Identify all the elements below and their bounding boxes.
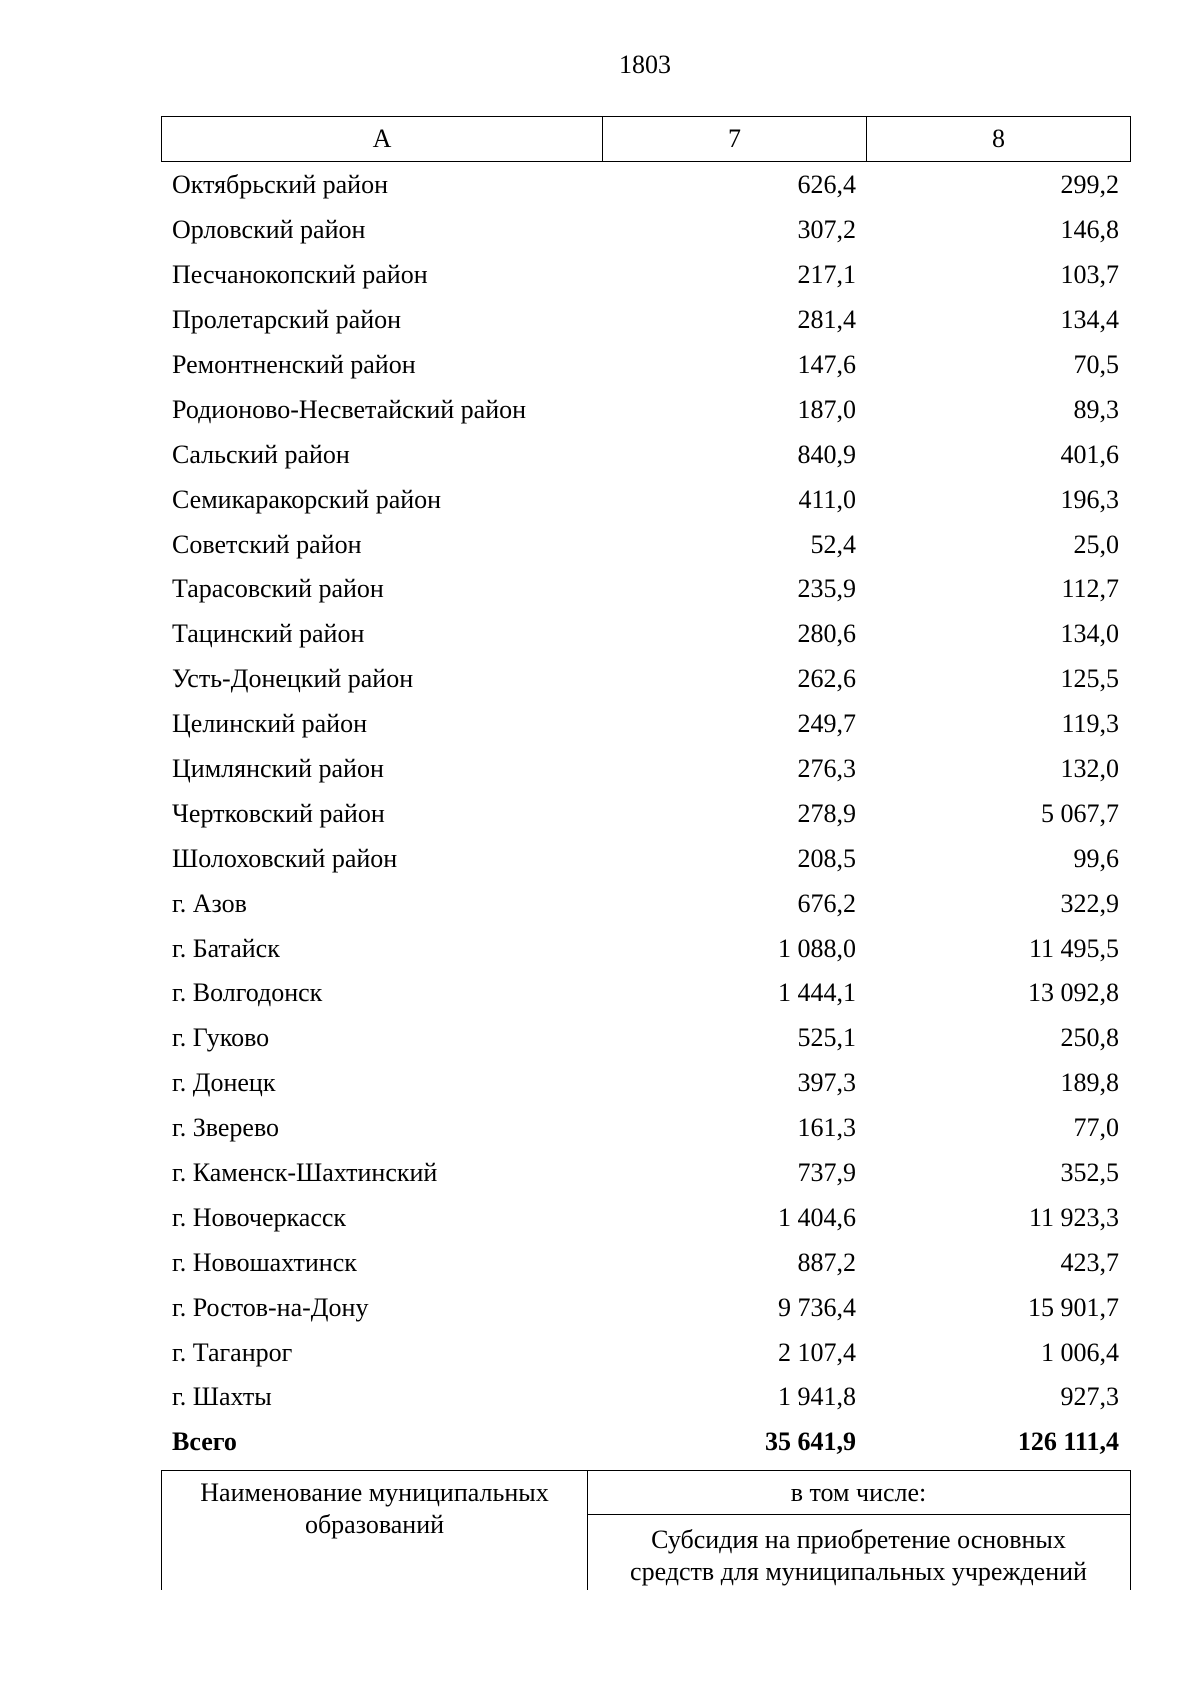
municipality-name-header xyxy=(161,1470,588,1590)
value-col-7: 397,3 xyxy=(797,1068,856,1098)
page-number: 1803 xyxy=(619,50,671,79)
table-body xyxy=(161,163,1131,1465)
table-row xyxy=(161,1151,1131,1196)
value-col-7: 235,9 xyxy=(797,574,856,604)
municipality-name: Орловский район xyxy=(172,215,366,245)
value-col-8: 25,0 xyxy=(1073,529,1119,559)
table-row xyxy=(161,836,1131,881)
value-col-7: 840,9 xyxy=(797,439,856,469)
table-row xyxy=(161,253,1131,298)
municipality-name: г. Ростов-на-Дону xyxy=(172,1292,369,1322)
value-col-7: 147,6 xyxy=(797,350,856,379)
value-col-7: 737,9 xyxy=(797,1158,856,1188)
municipality-name: Сальский район xyxy=(172,439,350,469)
table-row xyxy=(161,567,1131,612)
value-col-7: 187,0 xyxy=(797,394,856,424)
table-row xyxy=(161,971,1131,1016)
value-col-7: 276,3 xyxy=(797,754,856,784)
value-col-8: 103,7 xyxy=(1060,260,1119,290)
municipality-name: Усть-Донецкий район xyxy=(172,664,414,694)
table-row xyxy=(161,657,1131,702)
value-col-8: 352,5 xyxy=(1060,1158,1119,1188)
value-col-8: 15 901,7 xyxy=(1028,1292,1119,1322)
table-row xyxy=(161,163,1131,208)
value-col-8: 11 923,3 xyxy=(1028,1202,1119,1232)
municipality-name: Пролетарский район xyxy=(172,305,402,335)
value-col-8: 189,8 xyxy=(1060,1068,1119,1098)
value-col-7: 1 088,0 xyxy=(778,933,856,963)
table-row xyxy=(161,1285,1131,1330)
value-col-7: 9 736,4 xyxy=(778,1292,856,1322)
table-row xyxy=(161,1016,1131,1061)
table-row xyxy=(161,1375,1131,1420)
municipality-name: Целинский район xyxy=(172,709,367,739)
municipality-name: г. Новошахтинск xyxy=(172,1247,357,1277)
header-col-7: 7 xyxy=(603,117,867,161)
municipality-name: Октябрьский район xyxy=(172,170,388,200)
header-col-a: А xyxy=(162,117,603,161)
value-col-8: 99,6 xyxy=(1073,843,1119,873)
municipality-name-header-line1: Наименование муниципальных xyxy=(200,1478,549,1507)
value-col-7: 262,6 xyxy=(797,664,856,694)
value-col-8: 70,5 xyxy=(1073,350,1119,379)
subsidy-header-line2: средств для муниципальных учреждений xyxy=(630,1557,1087,1586)
value-col-7: 281,4 xyxy=(797,305,856,335)
municipality-name: г. Батайск xyxy=(172,933,280,963)
value-col-8: 13 092,8 xyxy=(1028,978,1119,1008)
value-col-8: 250,8 xyxy=(1060,1023,1119,1053)
municipality-name: Чертковский район xyxy=(172,798,385,828)
table-header xyxy=(161,116,1131,162)
value-col-7: 1 404,6 xyxy=(778,1202,856,1232)
value-col-8: 1 006,4 xyxy=(1041,1337,1119,1367)
table-row xyxy=(161,1195,1131,1240)
value-col-8: 5 067,7 xyxy=(1041,798,1119,828)
table-row xyxy=(161,522,1131,567)
municipality-name: Всего xyxy=(172,1427,237,1457)
subsidy-header-line1: Субсидия на приобретение основных xyxy=(651,1525,1066,1554)
including-header: в том числе: xyxy=(587,1470,1131,1515)
municipality-name: г. Таганрог xyxy=(172,1337,293,1367)
municipality-name: Ремонтненский район xyxy=(172,350,416,379)
table-row xyxy=(161,387,1131,432)
value-col-7: 1 941,8 xyxy=(778,1382,856,1412)
total-row xyxy=(161,1420,1131,1465)
value-col-8: 11 495,5 xyxy=(1028,933,1119,963)
value-col-7: 208,5 xyxy=(797,843,856,873)
municipality-name: Тацинский район xyxy=(172,619,365,649)
table-row xyxy=(161,926,1131,971)
table-row xyxy=(161,1330,1131,1375)
table-row xyxy=(161,881,1131,926)
value-col-8: 77,0 xyxy=(1073,1113,1119,1143)
municipality-name: Песчанокопский район xyxy=(172,260,428,290)
value-col-7: 676,2 xyxy=(797,888,856,918)
value-col-7: 35 641,9 xyxy=(765,1427,856,1457)
value-col-8: 134,4 xyxy=(1060,305,1119,335)
table-row xyxy=(161,1106,1131,1151)
value-col-7: 161,3 xyxy=(797,1113,856,1143)
value-col-8: 134,0 xyxy=(1060,619,1119,649)
value-col-7: 307,2 xyxy=(797,215,856,245)
value-col-7: 217,1 xyxy=(797,260,856,290)
value-col-8: 119,3 xyxy=(1061,709,1119,739)
table-row xyxy=(161,747,1131,792)
value-col-7: 525,1 xyxy=(797,1023,856,1053)
value-col-8: 112,7 xyxy=(1061,574,1119,604)
table-row xyxy=(161,1061,1131,1106)
value-col-7: 1 444,1 xyxy=(778,978,856,1008)
table-row xyxy=(161,432,1131,477)
value-col-7: 626,4 xyxy=(797,170,856,200)
table-row xyxy=(161,612,1131,657)
table-row xyxy=(161,702,1131,747)
value-col-7: 2 107,4 xyxy=(778,1337,856,1367)
value-col-8: 196,3 xyxy=(1060,484,1119,514)
municipality-name: г. Новочеркасск xyxy=(172,1202,347,1232)
value-col-8: 126 111,4 xyxy=(1017,1427,1119,1457)
value-col-7: 280,6 xyxy=(797,619,856,649)
municipality-name: г. Шахты xyxy=(172,1382,272,1412)
value-col-7: 278,9 xyxy=(797,798,856,828)
subsidy-header xyxy=(587,1514,1131,1590)
municipality-name: Родионово-Несветайский район xyxy=(172,394,527,424)
header-col-8: 8 xyxy=(992,124,1005,153)
municipality-name: Тарасовский район xyxy=(172,574,384,604)
continuation-table-header xyxy=(161,1470,1131,1590)
value-col-8: 132,0 xyxy=(1060,754,1119,784)
municipality-name: г. Волгодонск xyxy=(172,978,323,1008)
value-col-7: 249,7 xyxy=(797,709,856,739)
municipality-name: г. Гуково xyxy=(172,1023,270,1053)
value-col-7: 887,2 xyxy=(797,1247,856,1277)
table-row xyxy=(161,298,1131,343)
municipality-name: г. Донецк xyxy=(172,1068,276,1098)
value-col-8: 927,3 xyxy=(1060,1382,1119,1412)
table-row xyxy=(161,343,1131,388)
municipality-name: Советский район xyxy=(172,529,362,559)
value-col-8: 401,6 xyxy=(1060,439,1119,469)
municipality-name: г. Зверево xyxy=(172,1113,280,1143)
value-col-8: 299,2 xyxy=(1060,170,1119,200)
value-col-8: 423,7 xyxy=(1060,1247,1119,1277)
value-col-8: 125,5 xyxy=(1060,664,1119,694)
value-col-8: 322,9 xyxy=(1060,888,1119,918)
municipality-name: Цимлянский район xyxy=(172,754,384,784)
table-row xyxy=(161,477,1131,522)
table-row xyxy=(161,1240,1131,1285)
value-col-8: 89,3 xyxy=(1073,394,1119,424)
municipality-name: Шолоховский район xyxy=(172,843,398,873)
municipality-name: Семикаракорский район xyxy=(172,484,442,514)
table-row xyxy=(161,208,1131,253)
municipality-name-header-line2: образований xyxy=(304,1510,445,1539)
value-col-7: 411,0 xyxy=(798,484,856,514)
table-row xyxy=(161,791,1131,836)
municipality-name: г. Каменск-Шахтинский xyxy=(172,1158,438,1188)
value-col-8: 146,8 xyxy=(1060,215,1119,245)
municipality-name: г. Азов xyxy=(172,888,247,918)
value-col-7: 52,4 xyxy=(810,529,856,559)
